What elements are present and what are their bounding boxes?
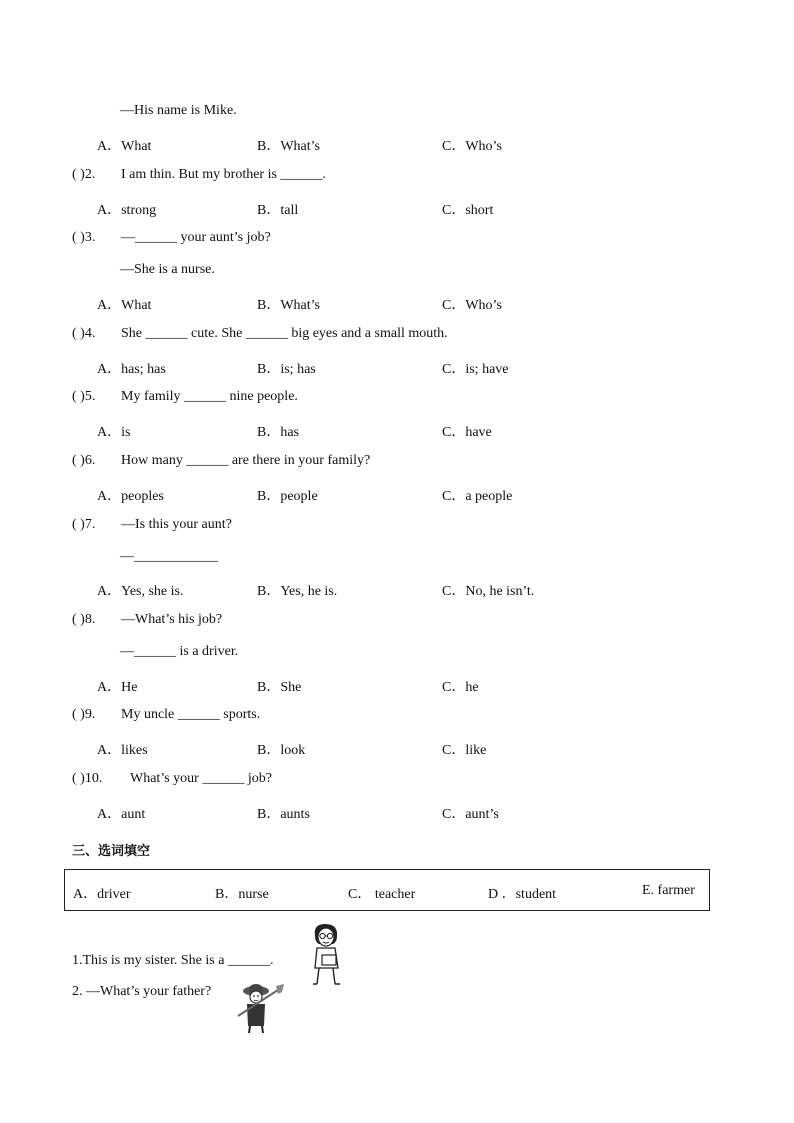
word-option-b: B．nurse [215, 887, 269, 902]
option-c: C．he [442, 680, 479, 695]
question-number: ( )6. [72, 453, 96, 468]
question-text: What’s your ______ job? [130, 771, 272, 786]
option-b: B．tall [257, 203, 299, 218]
farmer-illustration [234, 982, 286, 1034]
question-number: ( )4. [72, 326, 96, 341]
option-a: A．likes [97, 743, 148, 758]
option-a: A．is [97, 425, 131, 440]
option-c: C．Who’s [442, 139, 502, 154]
fill-item-2: 2. —What’s your father? [72, 984, 212, 999]
option-b: B．Yes, he is. [257, 584, 338, 599]
option-b: B．What’s [257, 139, 320, 154]
option-c: C．aunt’s [442, 807, 499, 822]
option-b: B．is; has [257, 362, 316, 377]
option-c: C．like [442, 743, 487, 758]
question-text: —What’s his job? [121, 612, 223, 627]
question-text: She ______ cute. She ______ big eyes and a small mouth. [121, 326, 448, 341]
teacher-illustration [305, 922, 347, 986]
option-b: B．has [257, 425, 299, 440]
question-number: ( )8. [72, 612, 96, 627]
word-option-d: D ．student [488, 887, 557, 902]
question-number: ( )7. [72, 517, 96, 532]
word-option-a: A．driver [73, 887, 131, 902]
option-b: B．people [257, 489, 318, 504]
option-c: C．have [442, 425, 492, 440]
option-b: B．What’s [257, 298, 320, 313]
option-a: A．What [97, 139, 152, 154]
option-c: C．short [442, 203, 494, 218]
option-a: A．aunt [97, 807, 146, 822]
question-number: ( )10. [72, 771, 103, 786]
question-text: My uncle ______ sports. [121, 707, 261, 722]
question-text: How many ______ are there in your family? [121, 453, 371, 468]
option-a: A．What [97, 298, 152, 313]
option-a: A．He [97, 680, 138, 695]
word-option-e: E. farmer [642, 883, 695, 898]
question-subline: —______ is a driver. [120, 644, 239, 659]
question-number: ( )5. [72, 389, 96, 404]
section-title: 三、选词填空 [72, 844, 151, 859]
question-text: I am thin. But my brother is ______. [121, 167, 326, 182]
question-text: My family ______ nine people. [121, 389, 298, 404]
option-a: A．strong [97, 203, 157, 218]
option-c: C．is; have [442, 362, 509, 377]
option-a: A．has; has [97, 362, 166, 377]
option-a: A．peoples [97, 489, 164, 504]
question-text: —Is this your aunt? [121, 517, 232, 532]
question-number: ( )3. [72, 230, 96, 245]
option-c: C．a people [442, 489, 513, 504]
option-b: B．She [257, 680, 302, 695]
word-option-c: C． teacher [348, 887, 416, 902]
answer-line: —His name is Mike. [120, 103, 237, 118]
option-b: B．look [257, 743, 306, 758]
word-bank-box [64, 869, 710, 911]
question-subline: —____________ [120, 549, 218, 564]
option-b: B．aunts [257, 807, 310, 822]
option-c: C．Who’s [442, 298, 502, 313]
option-a: A．Yes, she is. [97, 584, 184, 599]
question-number: ( )2. [72, 167, 96, 182]
fill-item-1: 1.This is my sister. She is a ______. [72, 953, 274, 968]
question-subline: —She is a nurse. [120, 262, 215, 277]
question-text: —______ your aunt’s job? [121, 230, 271, 245]
question-number: ( )9. [72, 707, 96, 722]
option-c: C．No, he isn’t. [442, 584, 535, 599]
